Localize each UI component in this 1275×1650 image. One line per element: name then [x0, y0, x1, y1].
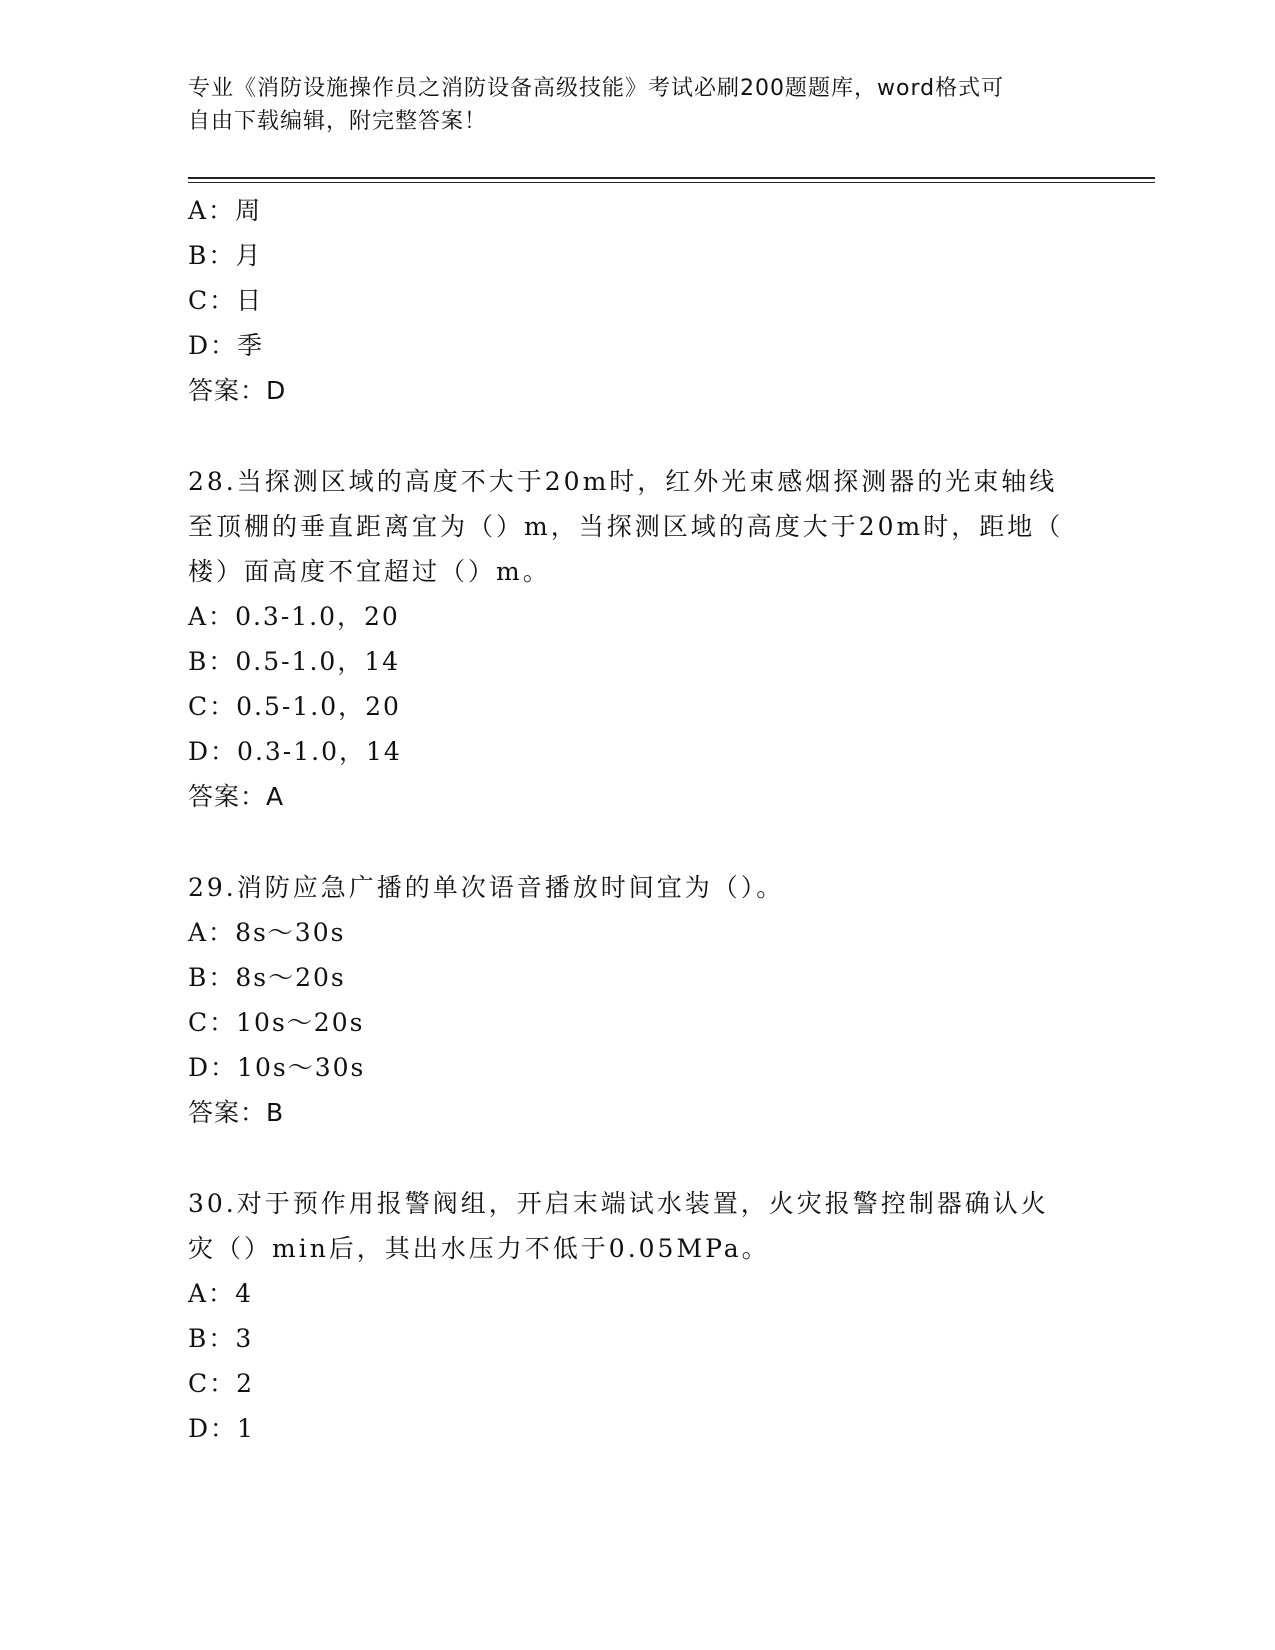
- option-b: B：月: [188, 241, 263, 270]
- question-text-line: 至顶棚的垂直距离宜为（）m，当探测区域的高度大于20m时，距地（: [188, 512, 1064, 541]
- option-b: B：0.5-1.0，14: [188, 647, 401, 676]
- question-27: [188, 188, 1068, 413]
- question-text-line: 29.消防应急广播的单次语音播放时间宜为（）。: [188, 873, 785, 902]
- answer-line: 答案：B: [188, 1098, 285, 1127]
- option-a: A：0.3-1.0，20: [188, 602, 400, 631]
- header-line-1: 专业《消防设施操作员之消防设备高级技能》考试必刷200题题库，word格式可: [188, 76, 1005, 101]
- question-text-line: 灾（）min后，其出水压力不低于0.05MPa。: [188, 1234, 770, 1263]
- option-c: C：0.5-1.0，20: [188, 692, 401, 721]
- document-header: [188, 72, 1068, 138]
- option-d: D：季: [188, 331, 265, 360]
- option-c: C：2: [188, 1369, 255, 1398]
- question-29: [188, 865, 1068, 1135]
- option-c: C：10s～20s: [188, 1008, 365, 1037]
- option-b: B：3: [188, 1324, 254, 1353]
- header-rule-thick: [188, 177, 1155, 179]
- option-a: A：周: [188, 196, 263, 225]
- option-d: D：10s～30s: [188, 1053, 366, 1082]
- question-content: [188, 188, 1068, 1451]
- header-rule-thin: [188, 182, 1155, 183]
- option-b: B：8s～20s: [188, 963, 346, 992]
- question-30: [188, 1181, 1068, 1451]
- question-text-line: 30.对于预作用报警阀组，开启末端试水装置，火灾报警控制器确认火: [188, 1189, 1049, 1218]
- option-a: A：8s～30s: [188, 918, 346, 947]
- answer-line: 答案：D: [188, 376, 287, 405]
- spacer: [188, 1135, 1068, 1181]
- question-text-line: 28.当探测区域的高度不大于20m时，红外光束感烟探测器的光束轴线: [188, 467, 1058, 496]
- option-c: C：日: [188, 286, 264, 315]
- question-text-line: 楼）面高度不宜超过（）m。: [188, 557, 551, 586]
- option-d: D：1: [188, 1414, 255, 1443]
- question-28: [188, 459, 1068, 819]
- option-d: D：0.3-1.0，14: [188, 737, 402, 766]
- answer-line: 答案：A: [188, 782, 285, 811]
- option-a: A：4: [188, 1279, 253, 1308]
- header-line-2: 自由下载编辑，附完整答案！: [188, 109, 488, 134]
- spacer: [188, 413, 1068, 459]
- spacer: [188, 819, 1068, 865]
